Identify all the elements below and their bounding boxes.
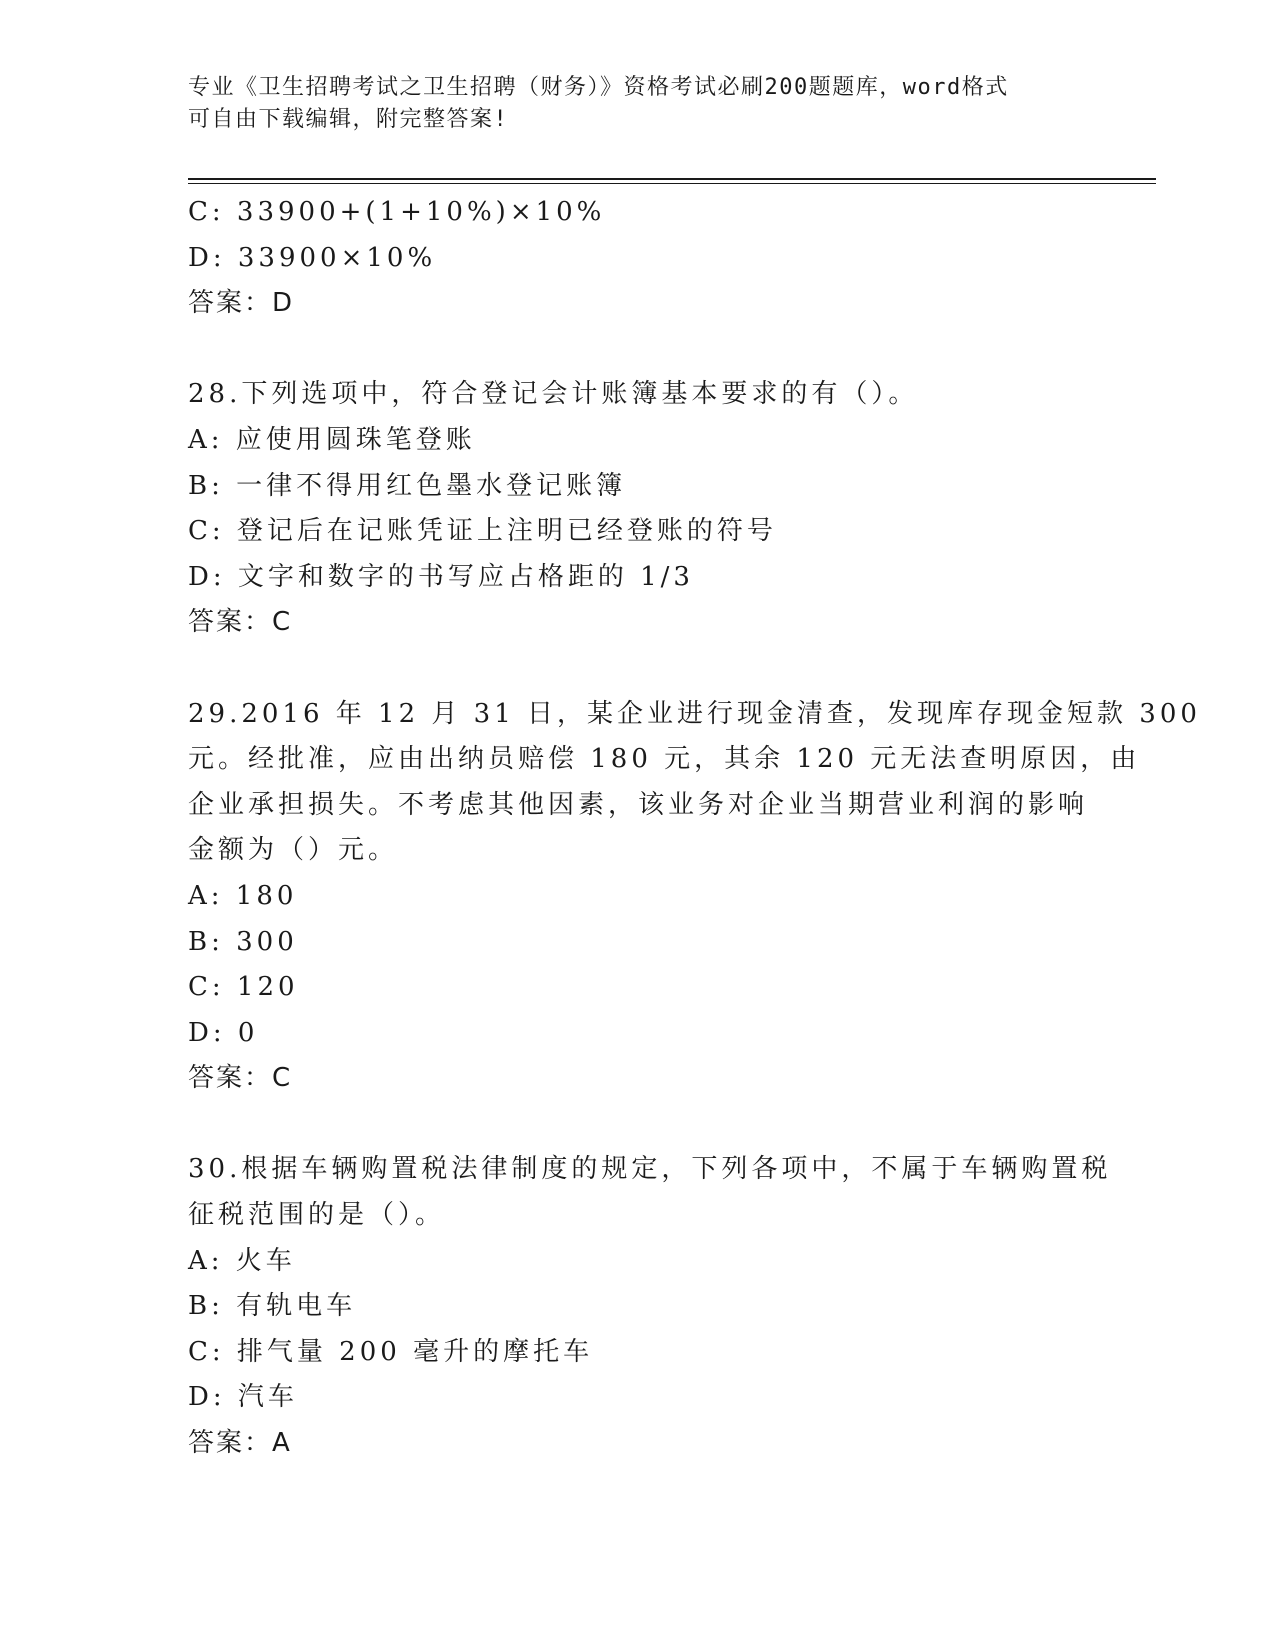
q28-option-a: A: 应使用圆珠笔登账: [188, 424, 476, 455]
question-30: [188, 1147, 1112, 1466]
q30-option-d: D: 汽车: [188, 1382, 298, 1413]
question-list: [188, 190, 1201, 1467]
q29-stem-line-3: 企业承担损失。不考虑其他因素，该业务对企业当期营业利润的影响: [188, 789, 1089, 820]
q28-answer: 答案：C: [188, 607, 293, 638]
document-header: [188, 72, 1088, 136]
q29-answer: 答案：C: [188, 1063, 293, 1094]
q29-stem-line-4: 金额为（）元。: [188, 835, 399, 866]
q30-option-a: A: 火车: [188, 1245, 296, 1276]
q28-stem: 28.下列选项中，符合登记会计账簿基本要求的有（）。: [188, 379, 919, 410]
q29-stem-line-1: 29.2016 年 12 月 31 日，某企业进行现金清查，发现库存现金短款 300: [188, 698, 1201, 729]
header-title-line-1: 专业《卫生招聘考试之卫生招聘（财务）》资格考试必刷200题题库，word格式: [188, 75, 1009, 100]
q27-option-d: D: 33900×10%: [188, 242, 437, 273]
q29-option-a: A: 180: [188, 880, 298, 911]
header-rule-thin: [188, 183, 1156, 184]
q30-stem-line-2: 征税范围的是（）。: [188, 1200, 446, 1231]
q30-answer: 答案：A: [188, 1428, 292, 1459]
q28-option-d: D: 文字和数字的书写应占格距的 1/3: [188, 561, 694, 592]
q28-option-b: B: 一律不得用红色墨水登记账簿: [188, 470, 627, 501]
q27-answer: 答案：D: [188, 288, 295, 319]
spacer: [188, 327, 1088, 373]
q27-option-c: C: 33900+(1+10%)×10%: [188, 197, 606, 227]
spacer: [188, 1102, 1088, 1148]
q29-option-c: C: 120: [188, 972, 299, 1003]
q28-option-c: C: 登记后在记账凭证上注明已经登账的符号: [188, 516, 777, 547]
q30-option-b: B: 有轨电车: [188, 1291, 357, 1322]
q29-option-b: B: 300: [188, 926, 298, 957]
question-27-tail: [188, 190, 1088, 327]
q29-stem-line-2: 元。经批准，应由出纳员赔偿 180 元，其余 120 元无法查明原因，由: [188, 744, 1141, 775]
q30-stem-line-1: 30.根据车辆购置税法律制度的规定，下列各项中，不属于车辆购置税: [188, 1154, 1112, 1185]
question-29: [188, 692, 1201, 1102]
header-title-line-2: 可自由下载编辑，附完整答案!: [188, 107, 509, 132]
spacer: [188, 646, 1088, 692]
q30-option-c: C: 排气量 200 毫升的摩托车: [188, 1336, 594, 1367]
question-28: [188, 372, 1088, 646]
header-rule-thick: [188, 178, 1156, 180]
q29-option-d: D: 0: [188, 1017, 259, 1048]
